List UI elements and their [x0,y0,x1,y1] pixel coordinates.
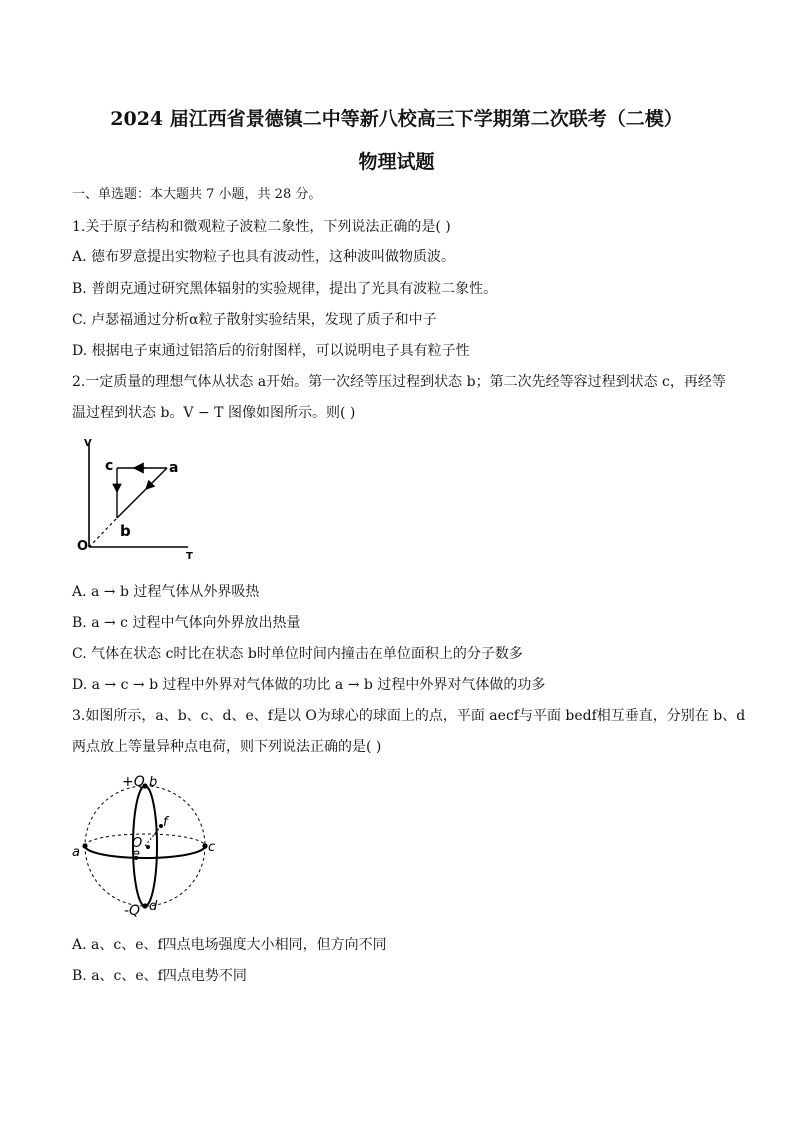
q3-stem-line2: 两点放上等量异种点电荷，则下列说法正确的是( ) [72,739,382,755]
q1-option-a: A. 德布罗意提出实物粒子也具有波动性，这种波叫做物质波。 [72,249,456,265]
section-header: 一、单选题：本大题共 7 小题，共 28 分。 [72,187,322,202]
v-axis-label: V [84,438,92,449]
plus-q-label: +Q [122,774,145,790]
q2-option-b: B. a → c 过程中气体向外界放出热量 [72,615,301,631]
t-axis-label: T [186,551,193,562]
q2-stem-line1: 2.一定质量的理想气体从状态 a开始。第一次经等压过程到状态 b；第二次先经等容过程到状态 c，再经等 [72,374,726,390]
point-c-label: c [105,458,114,474]
origin-label: O [77,539,89,554]
q1-option-b: B. 普朗克通过研究黑体辐射的实验规律，提出了光具有波粒二象性。 [72,281,498,297]
minus-q-label: -Q [124,903,141,919]
q3-stem-line1: 3.如图所示，a、b、c、d、e、f是以 O为球心的球面上的点，平面 aecf与平面 bedf相互垂直，分别在 b、d [72,708,746,724]
q3-option-b: B. a、c、e、f四点电势不同 [72,968,247,984]
q1-option-c: C. 卢瑟福通过分析α粒子散射实验结果，发现了质子和中子 [72,312,437,328]
q2-option-a: A. a → b 过程气体从外界吸热 [72,584,260,600]
equator-back [85,834,205,846]
point-b-label: b [149,775,158,790]
point-a-label: a [169,460,179,476]
point-c-label: c [208,840,216,855]
q1-option-d: D. 根据电子束通过铝箔后的衍射图样，可以说明电子具有粒子性 [72,343,470,359]
exam-subtitle: 物理试题 [358,151,435,173]
exam-title: 2024 届江西省景德镇二中等新八校高三下学期第二次联考（二模） [110,108,683,130]
equator-front [85,846,205,858]
center-o-label: O [132,836,143,851]
q3-option-a: A. a、c、e、f四点电场强度大小相同，但方向不同 [72,937,387,953]
point-b-label: b [120,522,131,540]
q2-option-d: D. a → c → b 过程中外界对气体做的功比 a → b 过程中外界对气体做的功多 [72,677,546,693]
q3-sphere-figure [70,766,220,926]
q2-option-c: C. 气体在状态 c时比在状态 b时单位时间内撞击在单位面积上的分子数多 [72,646,523,662]
q2-vt-figure [70,432,200,566]
point-a-label: a [72,845,80,860]
q1-stem: 1.关于原子结构和微观粒子波粒二象性，下列说法正确的是( ) [72,219,451,235]
point-d-label: d [149,899,158,914]
point-f-label: f [163,815,168,830]
path-ab [117,468,167,518]
point-e-label: e [132,847,140,862]
q2-stem-line2: 温过程到状态 b。V − T 图像如图所示。则( ) [72,405,356,421]
